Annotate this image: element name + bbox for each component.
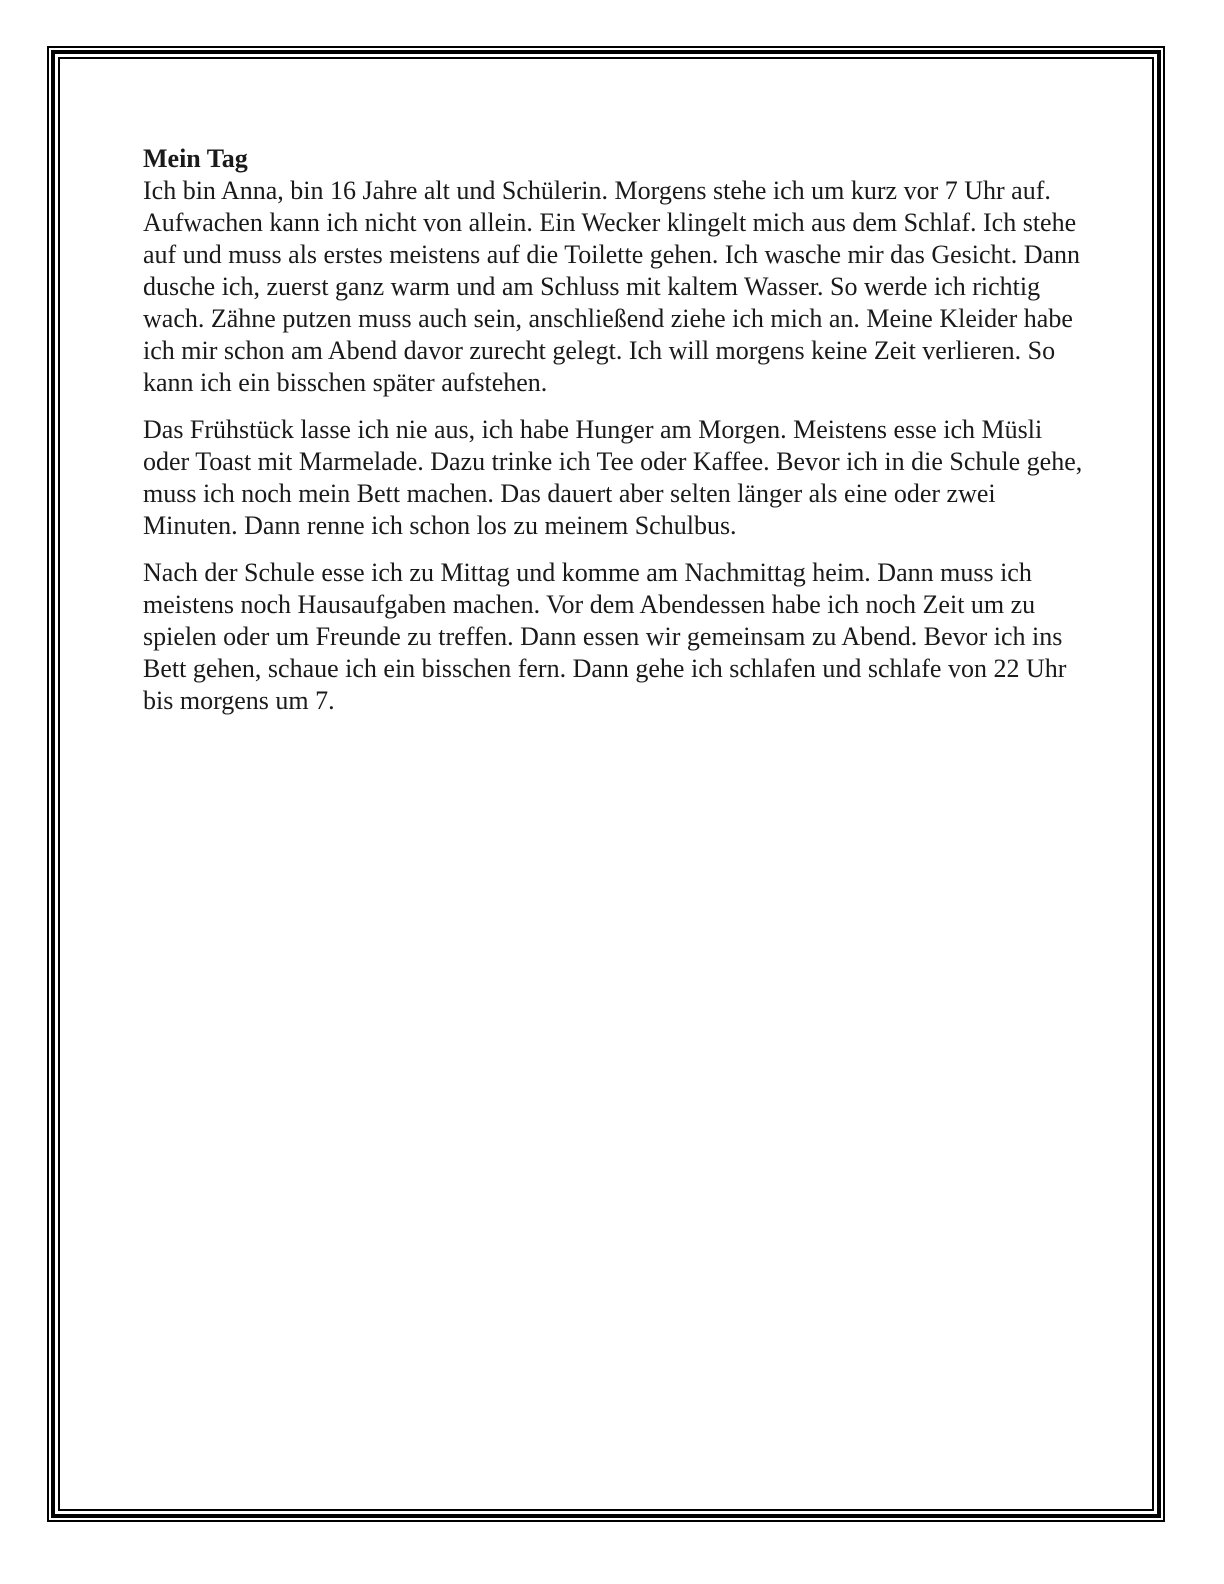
paragraph-afternoon-evening: Nach der Schule esse ich zu Mittag und komme am Nachmittag heim. Dann muss ich meistens noch Hausaufgaben machen. Vor dem Abendessen habe ich noch Zeit um zu spielen oder um Freunde zu treffen. Dann essen wir gemeinsam zu Abend. Bevor ich ins Bett gehen, schaue ich ein bisschen fern. Dann gehe ich schlafen und schlafe von 22 Uhr bis morgens um 7. (143, 558, 1067, 715)
document-body (143, 143, 1083, 732)
paragraph-breakfast: Das Frühstück lasse ich nie aus, ich habe Hunger am Morgen. Meistens esse ich Müsli oder Toast mit Marmelade. Dazu trinke ich Tee oder Kaffee. Bevor ich in die Schule gehe, muss ich noch mein Bett machen. Das dauert aber selten länger als eine oder zwei Minuten. Dann renne ich schon los zu meinem Schulbus. (143, 415, 1083, 540)
paragraph-morning: Ich bin Anna, bin 16 Jahre alt und Schülerin. Morgens stehe ich um kurz vor 7 Uhr auf. Aufwachen kann ich nicht von allein. Ein Wecker klingelt mich aus dem Schlaf. Ich stehe auf und muss als erstes meistens auf die Toilette gehen. Ich wasche mir das Gesicht. Dann dusche ich, zuerst ganz warm und am Schluss mit kaltem Wasser. So werde ich richtig wach. Zähne putzen muss auch sein, anschließend ziehe ich mich an. Meine Kleider habe ich mir schon am Abend davor zurecht gelegt. Ich will morgens keine Zeit verlieren. So kann ich ein bisschen später aufstehen. (143, 176, 1081, 397)
document-title: Mein Tag (143, 144, 248, 173)
